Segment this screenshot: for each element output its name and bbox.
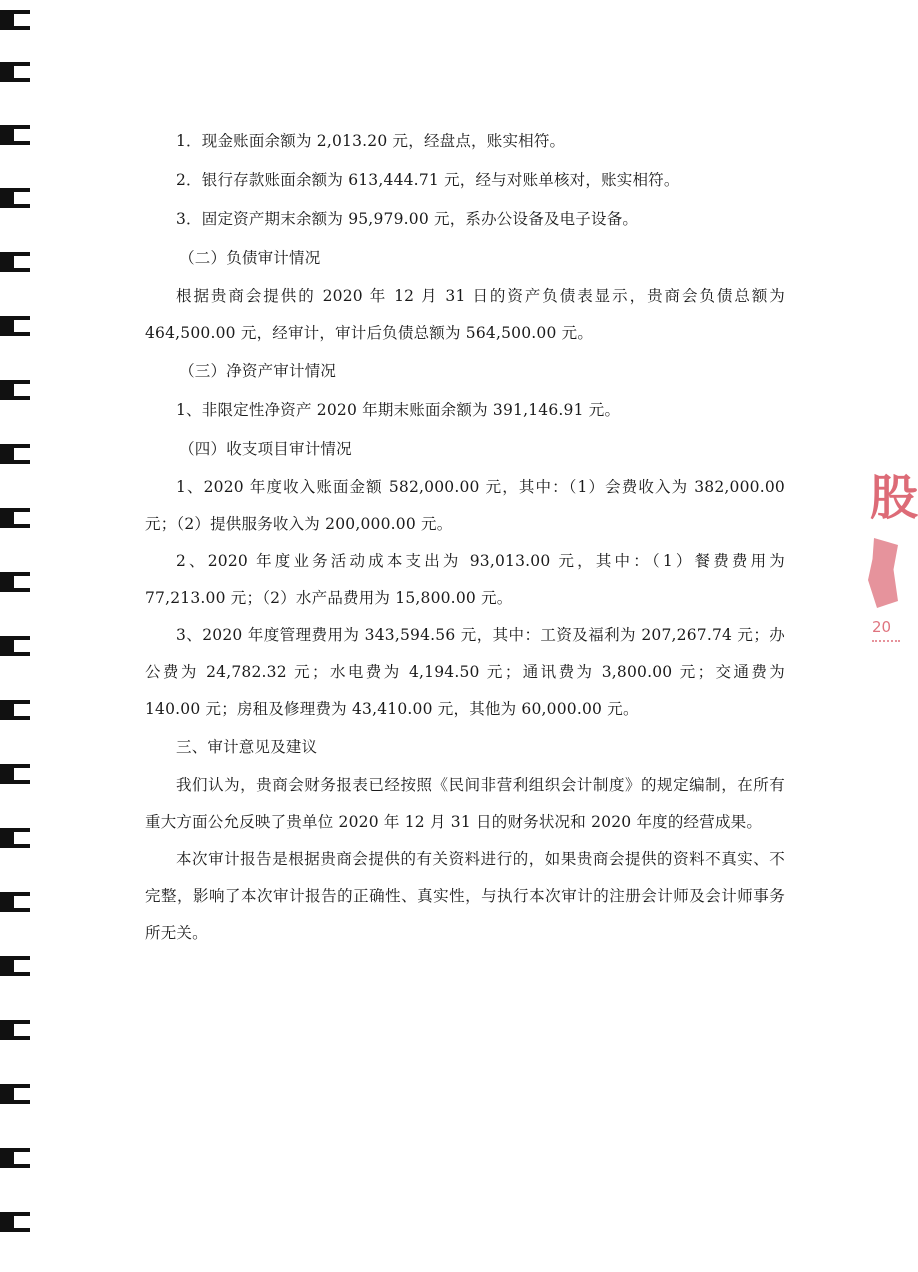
binding-hole: [0, 1020, 30, 1040]
income-expense-heading: （四）收支项目审计情况: [179, 440, 352, 458]
audit-opinion-paragraph: 我们认为，贵商会财务报表已经按照《民间非营利组织会计制度》的规定编制，在所有重大方面公允反映了贵单位 2020 年 12 月 31 日的财务状况和 2020 年度的经营成果。: [145, 776, 785, 831]
seal-character: 股: [870, 470, 918, 526]
binding-hole: [0, 636, 30, 656]
audit-opinion-heading: 三、审计意见及建议: [176, 738, 318, 756]
net-assets-item: 1、非限定性净资产 2020 年期末账面余额为 391,146.91 元。: [176, 401, 621, 419]
seal-stamp-fragment: [860, 468, 918, 668]
cash-balance-item: 1．现金账面余额为 2,013.20 元，经盘点，账实相符。: [176, 132, 566, 150]
fixed-assets-item: 3．固定资产期末余额为 95,979.00 元，系办公设备及电子设备。: [176, 210, 639, 228]
binding-hole: [0, 1148, 30, 1168]
binding-hole: [0, 188, 30, 208]
binding-hole: [0, 1084, 30, 1104]
disclaimer-paragraph: 本次审计报告是根据贵商会提供的有关资料进行的，如果贵商会提供的资料不真实、不完整，影响了本次审计报告的正确性、真实性，与执行本次审计的注册会计师及会计师事务所无关。: [145, 850, 785, 942]
binding-hole: [0, 828, 30, 848]
binding-hole: [0, 252, 30, 272]
document-body: [145, 122, 785, 952]
binding-hole: [0, 62, 30, 82]
management-expense-item: 3、2020 年度管理费用为 343,594.56 元，其中：工资及福利为 207,267.74 元；办公费为 24,782.32 元；水电费为 4,194.50 元；通讯费为 3,800.00 元；交通费为 140.00 元；房租及修理费为 43,410.00 元，其他为 60,000.00 元。: [145, 626, 785, 718]
binding-hole: [0, 10, 30, 30]
liabilities-paragraph: 根据贵商会提供的 2020 年 12 月 31 日的资产负债表显示，贵商会负债总额为 464,500.00 元，经审计，审计后负债总额为 564,500.00 元。: [145, 287, 785, 342]
binding-hole: [0, 892, 30, 912]
seal-year: 20: [872, 618, 892, 636]
binding-hole: [0, 700, 30, 720]
binding-holes: [0, 0, 40, 1272]
bank-deposit-item: 2．银行存款账面余额为 613,444.71 元，经与对账单核对，账实相符。: [176, 171, 680, 189]
binding-hole: [0, 956, 30, 976]
binding-hole: [0, 1212, 30, 1232]
binding-hole: [0, 444, 30, 464]
binding-hole: [0, 572, 30, 592]
activity-cost-item: 2、2020 年度业务活动成本支出为 93,013.00 元，其中：（1）餐费费用为 77,213.00 元；（2）水产品费用为 15,800.00 元。: [145, 552, 785, 607]
income-item: 1、2020 年度收入账面金额 582,000.00 元，其中：（1）会费收入为 382,000.00 元；（2）提供服务收入为 200,000.00 元。: [145, 478, 785, 533]
binding-hole: [0, 316, 30, 336]
binding-hole: [0, 125, 30, 145]
binding-hole: [0, 380, 30, 400]
seal-dots: [872, 640, 900, 652]
binding-hole: [0, 764, 30, 784]
seal-mark: [868, 538, 898, 608]
net-assets-heading: （三）净资产审计情况: [179, 362, 337, 380]
liabilities-heading: （二）负债审计情况: [179, 249, 321, 267]
binding-hole: [0, 508, 30, 528]
